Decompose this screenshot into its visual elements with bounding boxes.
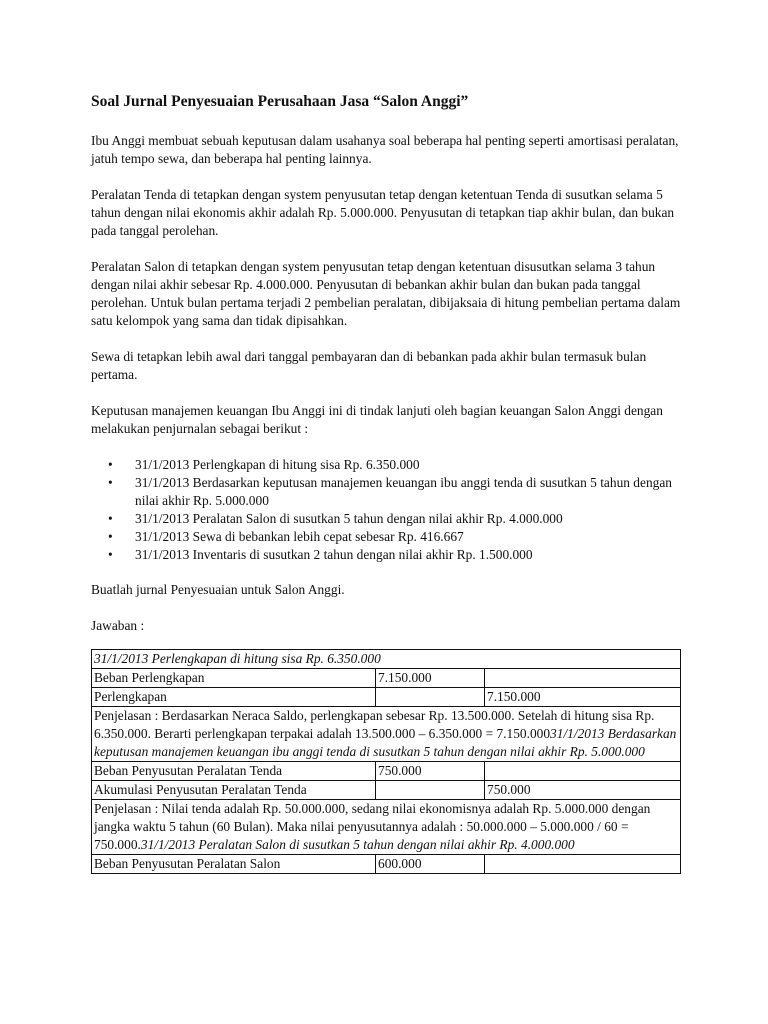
credit-cell xyxy=(485,855,681,874)
table-row xyxy=(92,762,681,781)
account-cell: Beban Penyusutan Peralatan Tenda xyxy=(92,762,376,781)
paragraph-tenda: Peralatan Tenda di tetapkan dengan system penyusutan tetap dengan ketentuan Tenda di susutkan selama 5 tahun dengan nilai ekonomis akhir adalah Rp. 5.000.000. Penyusutan di tetapkan tiap akhir bulan, dan bukan pada tanggal perolehan. xyxy=(91,187,675,238)
table-row xyxy=(92,688,681,707)
explanation-text: Penjelasan : Nilai tenda adalah Rp. 50.000.000, sedang nilai ekonomisnya adalah Rp. 5.000.000 dengan jangka waktu 5 tahun (60 Bulan). Maka nilai penyusutannya adalah : 50.000.000 – 5.000.000 / 60 = 750.000. xyxy=(94,801,651,852)
credit-cell xyxy=(485,669,681,688)
table-row xyxy=(92,650,681,669)
list-item: • 31/1/2013 Inventaris di susutkan 2 tahun dengan nilai akhir Rp. 1.500.000 xyxy=(135,546,691,564)
table-row xyxy=(92,781,681,800)
explanation-cell xyxy=(92,800,681,855)
debit-cell: 7.150.000 xyxy=(376,669,485,688)
account-cell: Beban Perlengkapan xyxy=(92,669,376,688)
debit-cell xyxy=(376,781,485,800)
table-row xyxy=(92,707,681,762)
explanation-text: Penjelasan : Berdasarkan Neraca Saldo, perlengkapan sebesar Rp. 13.500.000. Setelah di hitung sisa Rp. 6.350.000. Berarti perlengkapan terpakai adalah 13.500.000 – 6.350.000 = 7.150.000 xyxy=(94,708,655,741)
answer-label: Jawaban : xyxy=(91,618,145,633)
paragraph-salon: Peralatan Salon di tetapkan dengan system penyusutan tetap dengan ketentuan disusutkan selama 3 tahun dengan nilai akhir sebesar Rp. 4.000.000. Penyusutan di bebankan akhir bulan dan bukan pada tanggal perolehan. Untuk bulan pertama terjadi 2 pembelian peralatan, dibijaksaia di hitung pembelian pertama dalam satu kelompok yang sama dan tidak dipisahkan. xyxy=(91,259,681,328)
account-cell: Beban Penyusutan Peralatan Salon xyxy=(92,855,376,874)
paragraph-sewa: Sewa di tetapkan lebih awal dari tanggal pembayaran dan di bebankan pada akhir bulan termasuk bulan pertama. xyxy=(91,349,647,382)
explanation-cell xyxy=(92,707,681,762)
bullet-list xyxy=(91,456,691,564)
list-item: • 31/1/2013 Sewa di bebankan lebih cepat sebesar Rp. 416.667 xyxy=(135,528,691,546)
table-row xyxy=(92,800,681,855)
debit-cell: 600.000 xyxy=(376,855,485,874)
table-row xyxy=(92,855,681,874)
debit-cell: 750.000 xyxy=(376,762,485,781)
explanation-italic: 31/1/2013 Peralatan Salon di susutkan 5 tahun dengan nilai akhir Rp. 4.000.000 xyxy=(140,837,575,852)
debit-cell xyxy=(376,688,485,707)
list-item: • 31/1/2013 Berdasarkan keputusan manajemen keuangan ibu anggi tenda di susutkan 5 tahun dengan nilai akhir Rp. 5.000.000 xyxy=(135,474,691,510)
account-cell: Akumulasi Penyusutan Peralatan Tenda xyxy=(92,781,376,800)
credit-cell: 750.000 xyxy=(485,781,681,800)
document-title: Soal Jurnal Penyesuaian Perusahaan Jasa “Salon Anggi” xyxy=(91,93,469,110)
credit-cell: 7.150.000 xyxy=(485,688,681,707)
explanation-italic: 31/1/2013 Berdasarkan keputusan manajemen keuangan ibu anggi tenda di susutkan 5 tahun dengan nilai akhir Rp. 5.000.000 xyxy=(94,726,677,759)
table-row xyxy=(92,669,681,688)
paragraph-keputusan: Keputusan manajemen keuangan Ibu Anggi ini di tindak lanjuti oleh bagian keuangan Salon Anggi dengan melakukan penjurnalan sebagai berikut : xyxy=(91,403,663,436)
table-header-cell: 31/1/2013 Perlengkapan di hitung sisa Rp. 6.350.000 xyxy=(92,650,681,669)
credit-cell xyxy=(485,762,681,781)
paragraph-intro: Ibu Anggi membuat sebuah keputusan dalam usahanya soal beberapa hal penting seperti amortisasi peralatan, jatuh tempo sewa, dan beberapa hal penting lainnya. xyxy=(91,133,679,166)
journal-table xyxy=(91,649,681,874)
account-cell: Perlengkapan xyxy=(92,688,376,707)
list-item: • 31/1/2013 Perlengkapan di hitung sisa Rp. 6.350.000 xyxy=(135,456,691,474)
list-item: • 31/1/2013 Peralatan Salon di susutkan 5 tahun dengan nilai akhir Rp. 4.000.000 xyxy=(135,510,691,528)
instruction: Buatlah jurnal Penyesuaian untuk Salon Anggi. xyxy=(91,582,345,597)
document-content xyxy=(91,92,691,874)
